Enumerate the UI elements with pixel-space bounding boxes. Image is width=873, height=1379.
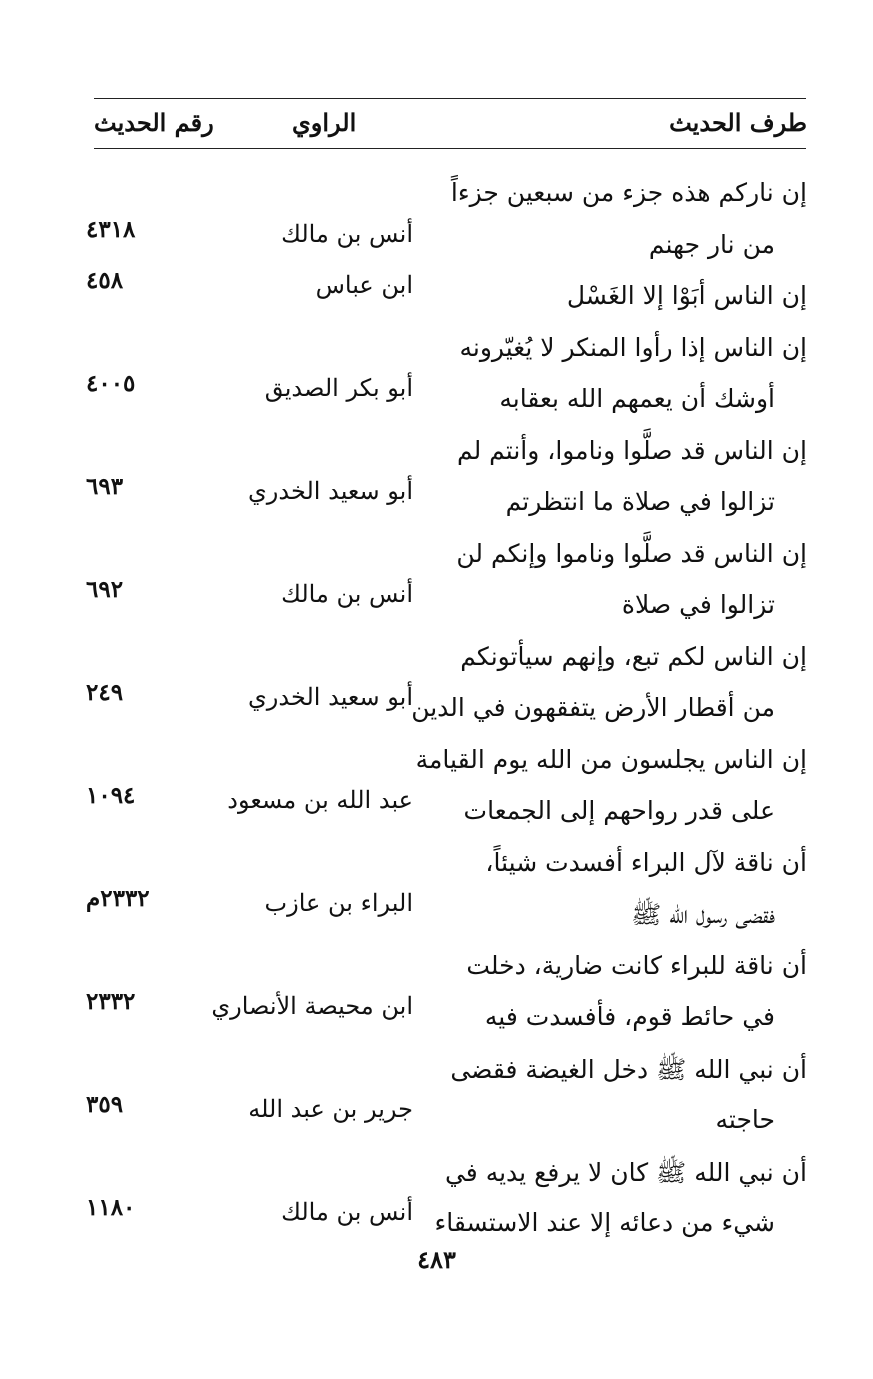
hadith-text-line: إن الناس إذا رأوا المنكر لا يُغيّرونه (459, 332, 807, 362)
hadith-number: ٦٩٢ (86, 576, 124, 603)
narrator-name: أبو سعيد الخدري (248, 683, 413, 711)
column-header-hadith-number: رقم الحديث (94, 108, 214, 137)
hadith-text-line: أن ناقة لآل البراء أفسدت شيئاً، (485, 847, 807, 877)
hadith-number: ٢٤٩ (86, 679, 124, 706)
hadith-text-line: في حائط قوم، فأفسدت فيه (484, 1002, 775, 1031)
hadith-number: ٦٩٣ (86, 473, 124, 500)
hadith-text-line: إن الناس يجلسون من الله يوم القيامة (415, 744, 807, 774)
narrator-name: ابن محيصة الأنصاري (211, 992, 413, 1020)
narrator-name: ابن عباس (315, 271, 413, 299)
hadith-text-line: على قدر رواحهم إلى الجمعات (463, 796, 775, 825)
narrator-name: أبو بكر الصديق (264, 374, 413, 402)
hadith-text-line: من أقطار الأرض يتفقهون في الدين (411, 693, 775, 722)
hadith-text-line: حاجته (715, 1105, 775, 1134)
narrator-name: البراء بن عازب (264, 889, 413, 917)
hadith-number: ٢٣٣٢ (86, 988, 136, 1015)
hadith-text-line: إن ناركم هذه جزء من سبعين جزءاً (450, 178, 807, 207)
hadith-number: ١١٨٠ (86, 1194, 136, 1221)
hadith-text-line: أوشك أن يعمهم الله بعقابه (499, 384, 775, 413)
hadith-text-line: أن نبي الله ﷺ دخل الغيضة فقضى (450, 1054, 807, 1084)
hadith-text-line: إن الناس قد صلَّوا وناموا، وأنتم لم (456, 435, 807, 465)
narrator-name: أنس بن مالك (281, 1198, 413, 1226)
hadith-number: ١٠٩٤ (86, 782, 136, 809)
narrator-name: أنس بن مالك (281, 219, 413, 248)
column-header-narrator: الراوي (292, 108, 357, 137)
narrator-name: جرير بن عبد الله (248, 1095, 413, 1123)
narrator-name: عبد الله بن مسعود (227, 786, 413, 814)
hadith-text-line: أن ناقة للبراء كانت ضارية، دخلت (466, 950, 807, 980)
hadith-number: ٤٠٠٥ (86, 370, 136, 397)
hadith-number: ٤٥٨ (86, 267, 124, 294)
hadith-text-line: تزالوا في صلاة (621, 590, 775, 619)
page-number: ٤٨٣ (417, 1245, 456, 1274)
hadith-text-line: فقضى رسول الله ﷺ (631, 900, 775, 929)
hadith-number: ٤٣١٨ (86, 215, 136, 243)
hadith-text-line: إن الناس قد صلَّوا وناموا وإنكم لن (456, 538, 807, 568)
hadith-text-line: من نار جهنم (648, 229, 775, 259)
hadith-number: ٣٥٩ (86, 1091, 124, 1118)
hadith-text-line: إن الناس لكم تبع، وإنهم سيأتونكم (460, 641, 807, 671)
hadith-text-line: تزالوا في صلاة ما انتظرتم (505, 487, 775, 516)
hadith-text-line: إن الناس أبَوْا إلا الغَسْل (566, 281, 807, 310)
hadith-number: ٢٣٣٢م (86, 885, 150, 912)
hadith-text-line: أن نبي الله ﷺ كان لا يرفع يديه في (444, 1157, 807, 1187)
narrator-name: أبو سعيد الخدري (248, 477, 413, 505)
hadith-text-line: شيء من دعائه إلا عند الاستسقاء (434, 1208, 775, 1237)
narrator-name: أنس بن مالك (281, 580, 413, 608)
column-header-hadith-start: طرف الحديث (669, 108, 807, 137)
